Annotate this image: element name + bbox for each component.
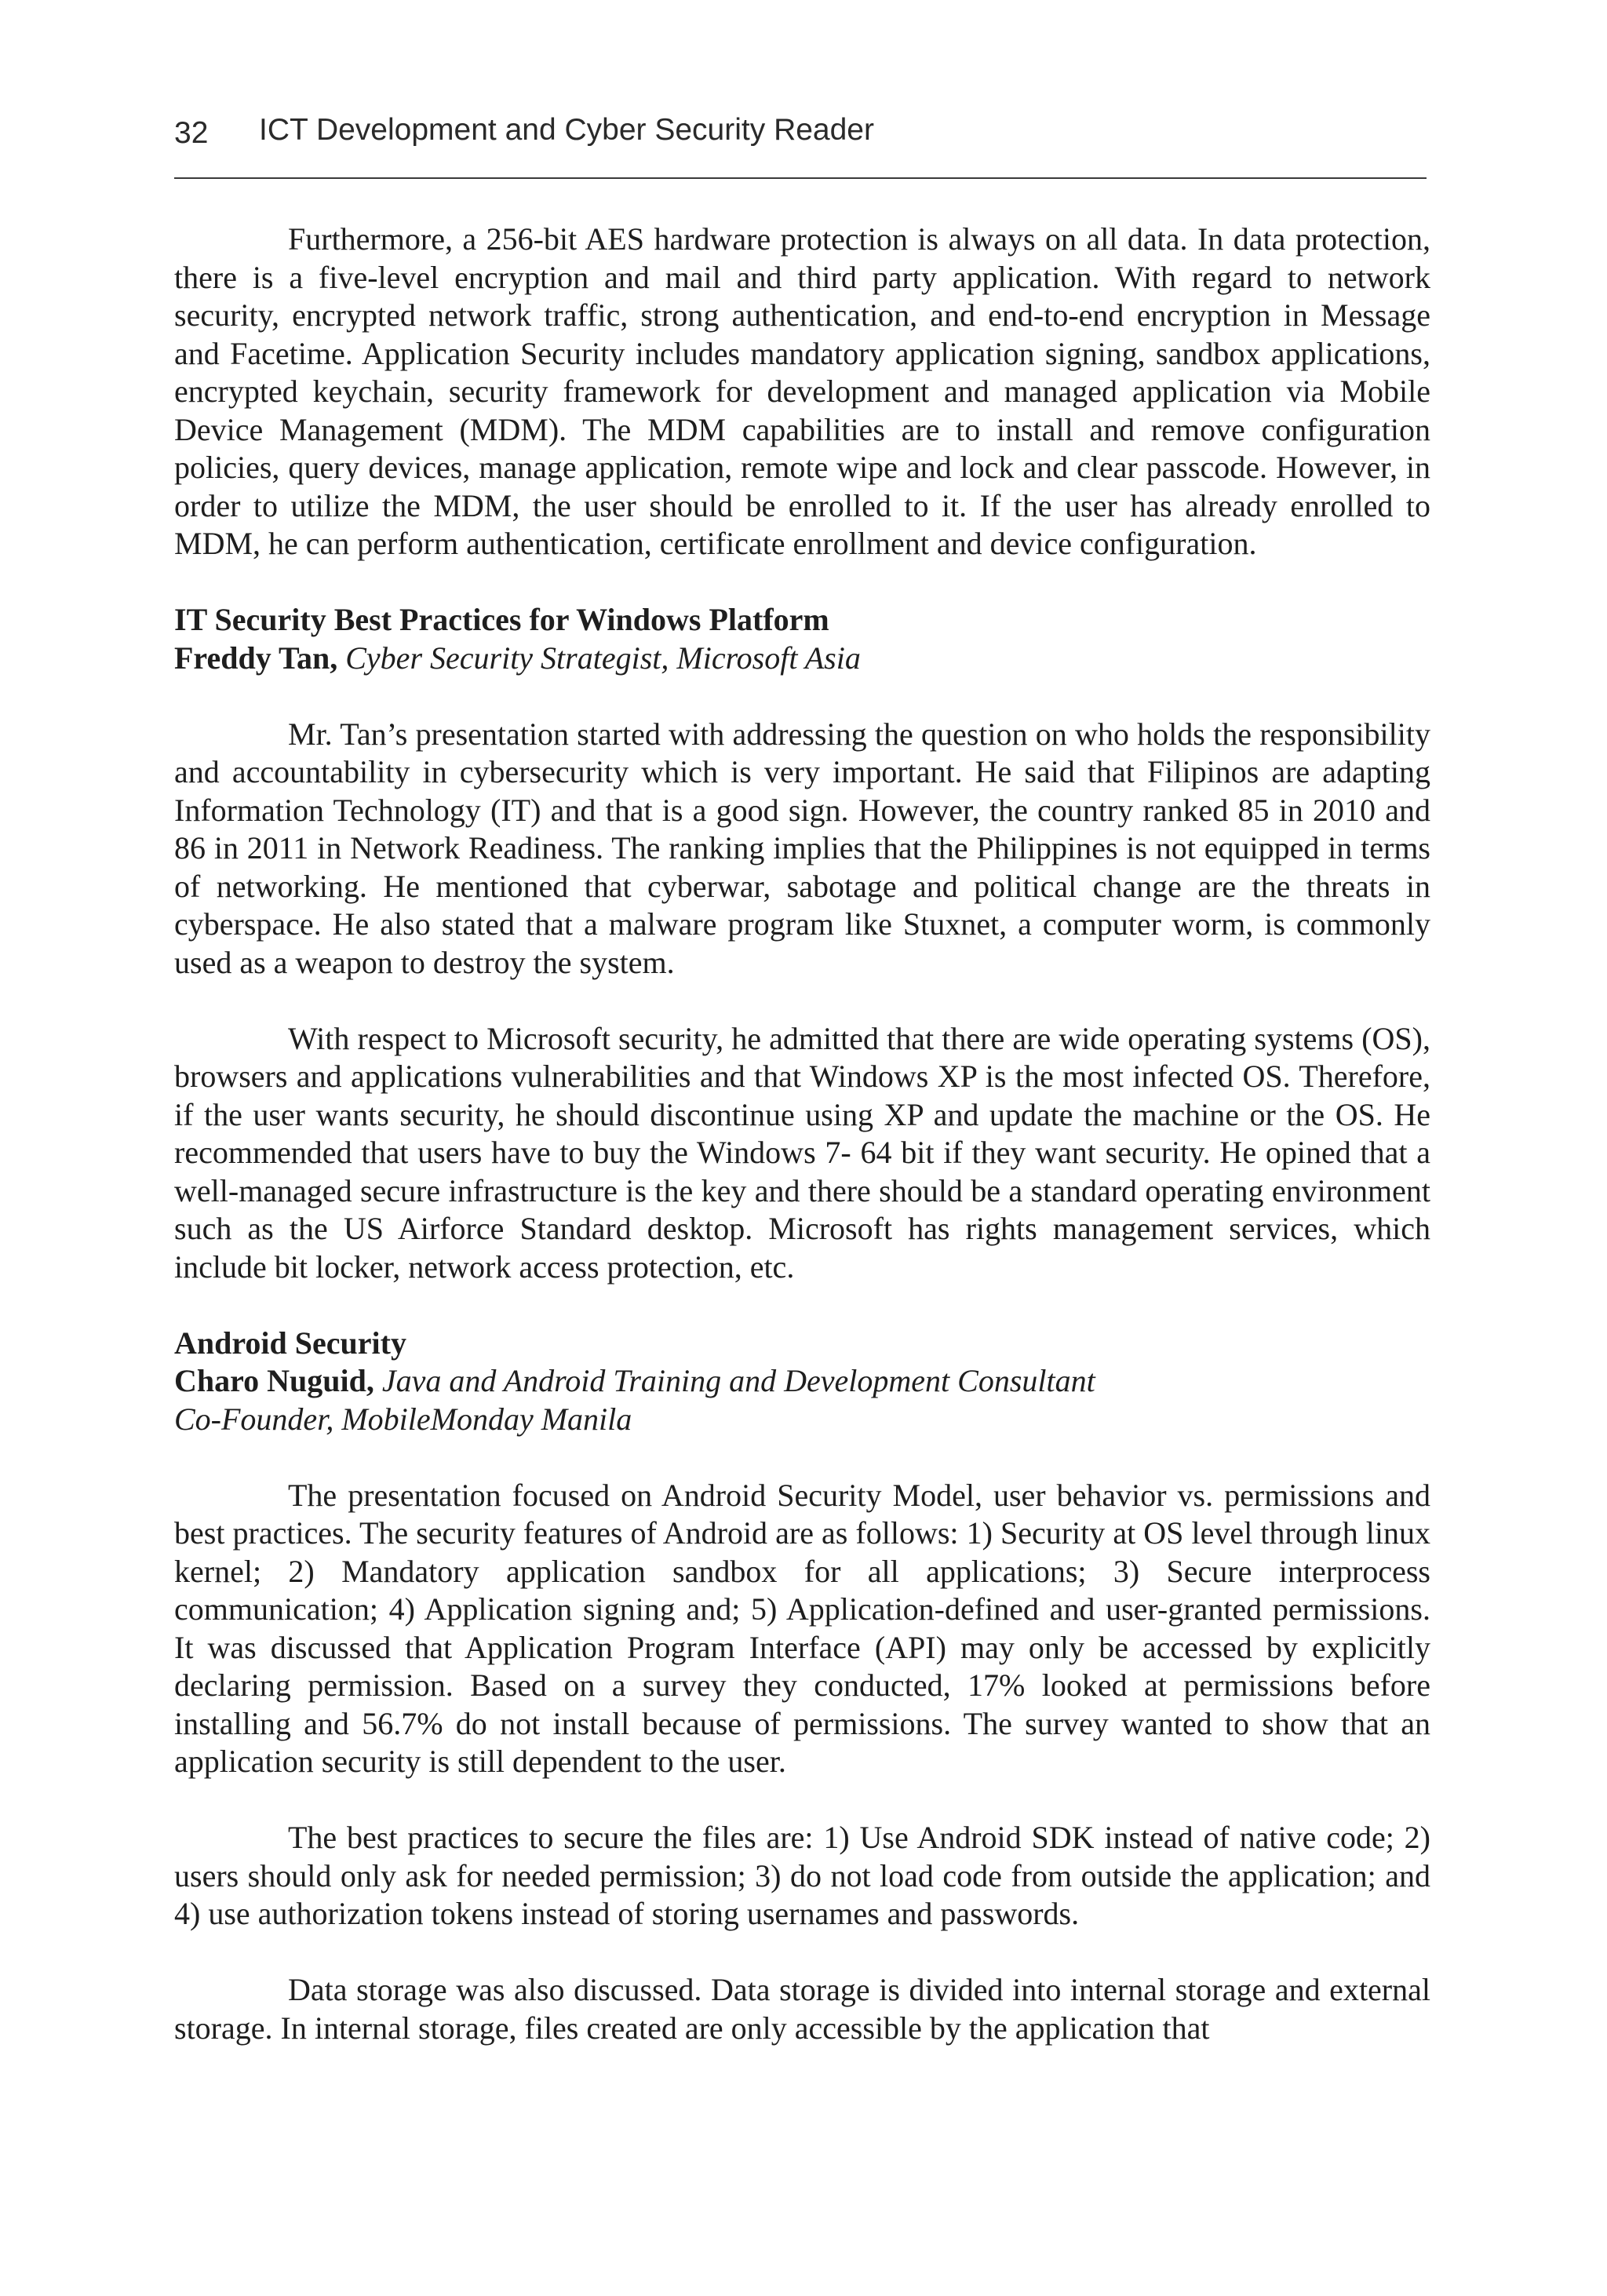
paragraph: Mr. Tan’s presentation started with addressing the question on who holds the responsibility and accountability in cybersecurity which is very important. He said that Filipinos are adapting Information Technology (IT) and that is a good sign. However, the country ranked 85 in 2010 and 86 in 2011 in Network Readiness. The ranking implies that the Philippines is not equipped in terms of networking. He mentioned that cyberwar, sabotage and political change are the threats in cyberspace. He also stated that a malware program like Stuxnet, a computer worm, is commonly used as a weapon to destroy the system.: [174, 716, 1430, 980]
speaker-line: [174, 640, 1430, 678]
paragraph: Data storage was also discussed. Data storage is divided into internal storage and external storage. In internal storage, files created are only accessible by the application that: [174, 1972, 1430, 2046]
speaker-line: [174, 1362, 1430, 1401]
book-title: ICT Development and Cyber Security Reader: [259, 113, 874, 147]
paragraph: With respect to Microsoft security, he admitted that there are wide operating systems (OS), browsers and applications vulnerabilities and that Windows XP is the most infected OS. Therefore, if the user wants security, he should discontinue using XP and update the machine or the OS. He recommended that users have to buy the Windows 7- 64 bit if they want security. He opined that a well-managed secure infrastructure is the key and there should be a standard operating environment such as the US Airforce Standard desktop. Microsoft has rights management services, which include bit locker, network access protection, etc.: [174, 1020, 1430, 1285]
body-text: [174, 220, 1430, 2047]
paragraph: The best practices to secure the files are: 1) Use Android SDK instead of native code; 2) users should only ask for needed permission; 3) do not load code from outside the application; and 4) use authorization tokens instead of storing usernames and passwords.: [174, 1820, 1430, 1931]
speaker-role-secondary: Co-Founder, MobileMonday Manila: [174, 1401, 632, 1437]
running-header: [174, 108, 1427, 179]
section-heading-android: [174, 1325, 1430, 1439]
intro-paragraph: Furthermore, a 256-bit AES hardware protection is always on all data. In data protection, there is a five-level encryption and mail and third party application. With regard to network security, encrypted network traffic, strong authentication, and end-to-end encryption in Message and Facetime. Application Security includes mandatory application signing, sandbox applications, encrypted keychain, security framework for development and managed application via Mobile Device Management (MDM). The MDM capabilities are to install and remove configuration policies, query devices, manage application, remote wipe and lock and clear passcode. However, in order to utilize the MDM, the user should be enrolled to it. If the user has already enrolled to MDM, he can perform authentication, certificate enrollment and device configuration.: [174, 221, 1430, 561]
section-heading-windows: [174, 601, 1430, 677]
paragraph: The presentation focused on Android Security Model, user behavior vs. permissions and best practices. The security features of Android are as follows: 1) Security at OS level through linux kernel; 2) Mandatory application sandbox for all applications; 3) Secure interprocess communication; 4) Application signing and; 5) Application-defined and user-granted permissions. It was discussed that Application Program Interface (API) may only be accessed by explicitly declaring permission. Based on a survey they conducted, 17% looked at permissions before installing and 56.7% do not install because of permissions. The survey wanted to show that an application security is still dependent to the user.: [174, 1477, 1430, 1779]
speaker-name: Freddy Tan,: [174, 640, 338, 676]
page-number: 32: [174, 116, 209, 150]
speaker-role: Java and Android Training and Development Consultant: [381, 1363, 1095, 1398]
speaker-name: Charo Nuguid,: [174, 1363, 374, 1398]
speaker-role: Cyber Security Strategist, Microsoft Asia: [345, 640, 861, 676]
section-title: Android Security: [174, 1325, 406, 1361]
section-title: IT Security Best Practices for Windows Platform: [174, 602, 829, 637]
